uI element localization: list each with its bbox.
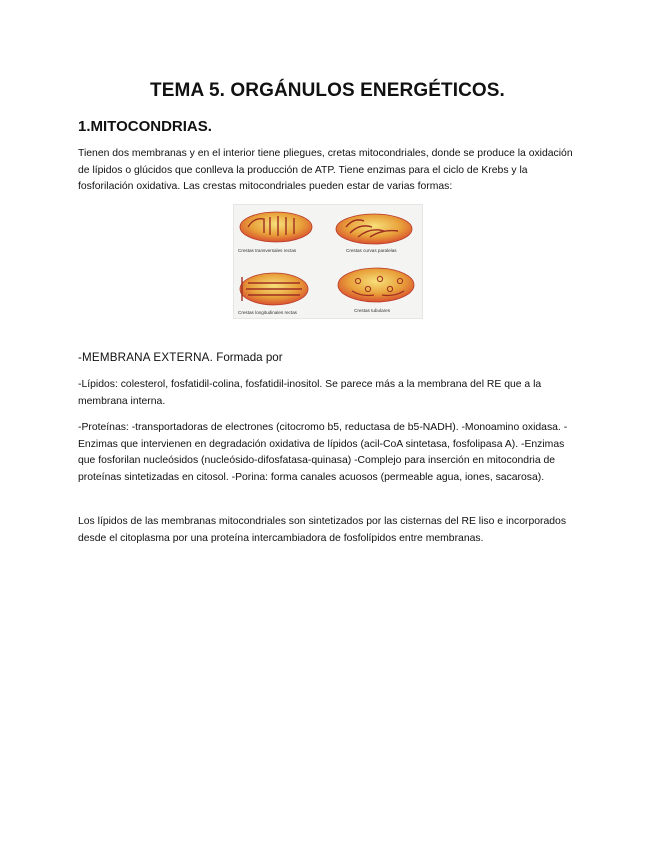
membrane-heading	[78, 351, 283, 364]
caption-curved: Crestas curvas paralelas	[346, 248, 397, 253]
caption-transversal: Crestas transversales rectas	[238, 248, 297, 253]
mito-tubular-cristae	[338, 268, 414, 313]
membrane-heading-suffix: Formada por	[213, 351, 283, 364]
proteins-paragraph: -Proteínas: -transportadoras de electrones (citocromo b5, reductasa de b5-NADH). -Monoamino oxidasa. -Enzimas que intervienen en degradación oxidativa de lípidos (acil-CoA sintetasa, fosfolipasa A). -Enzimas que fosforilan nucleósidos (nucleósido-difosfatasa-quinasa) -Complejo para inserción en mitocondria de proteínas sintetizadas en citosol. -Porina: forma canales acuosos (permeable agua, iones, sacarosa).	[78, 422, 568, 483]
caption-longitudinal: Crestas longitudinales rectas	[238, 310, 297, 315]
closing-paragraph: Los lípidos de las membranas mitocondriales son sintetizados por las cisternas del RE liso e incorporados desde el citoplasma por una proteína intercambiadora de fosfolípidos entre membranas.	[78, 516, 567, 544]
section-heading-mitocondrias: 1.MITOCONDRIAS.	[78, 118, 212, 135]
lipids-paragraph: -Lípidos: colesterol, fosfatidil-colina, fosfatidil-inositol. Se parece más a la membrana del RE que a la membrana interna.	[78, 379, 542, 407]
mito-transversal-cristae	[238, 212, 312, 253]
mitochondrial-cristae-figure	[233, 204, 423, 319]
mito-longitudinal-cristae	[238, 273, 308, 315]
intro-paragraph: Tienen dos membranas y en el interior tiene pliegues, cretas mitocondriales, donde se produce la oxidación de lípidos o glúcidos que conlleva la producción de ATP. Tiene enzimas para el ciclo de Krebs y la fosforilación oxidativa. Las crestas mitocondriales pueden estar de varias formas:	[78, 148, 573, 192]
mito-curved-cristae	[336, 214, 412, 253]
membrane-heading-label: -MEMBRANA EXTERNA.	[78, 351, 214, 364]
cristae-illustration	[234, 205, 422, 318]
caption-tubular: Crestas tubulares	[354, 308, 391, 313]
page-title: TEMA 5. ORGÁNULOS ENERGÉTICOS.	[150, 80, 505, 101]
